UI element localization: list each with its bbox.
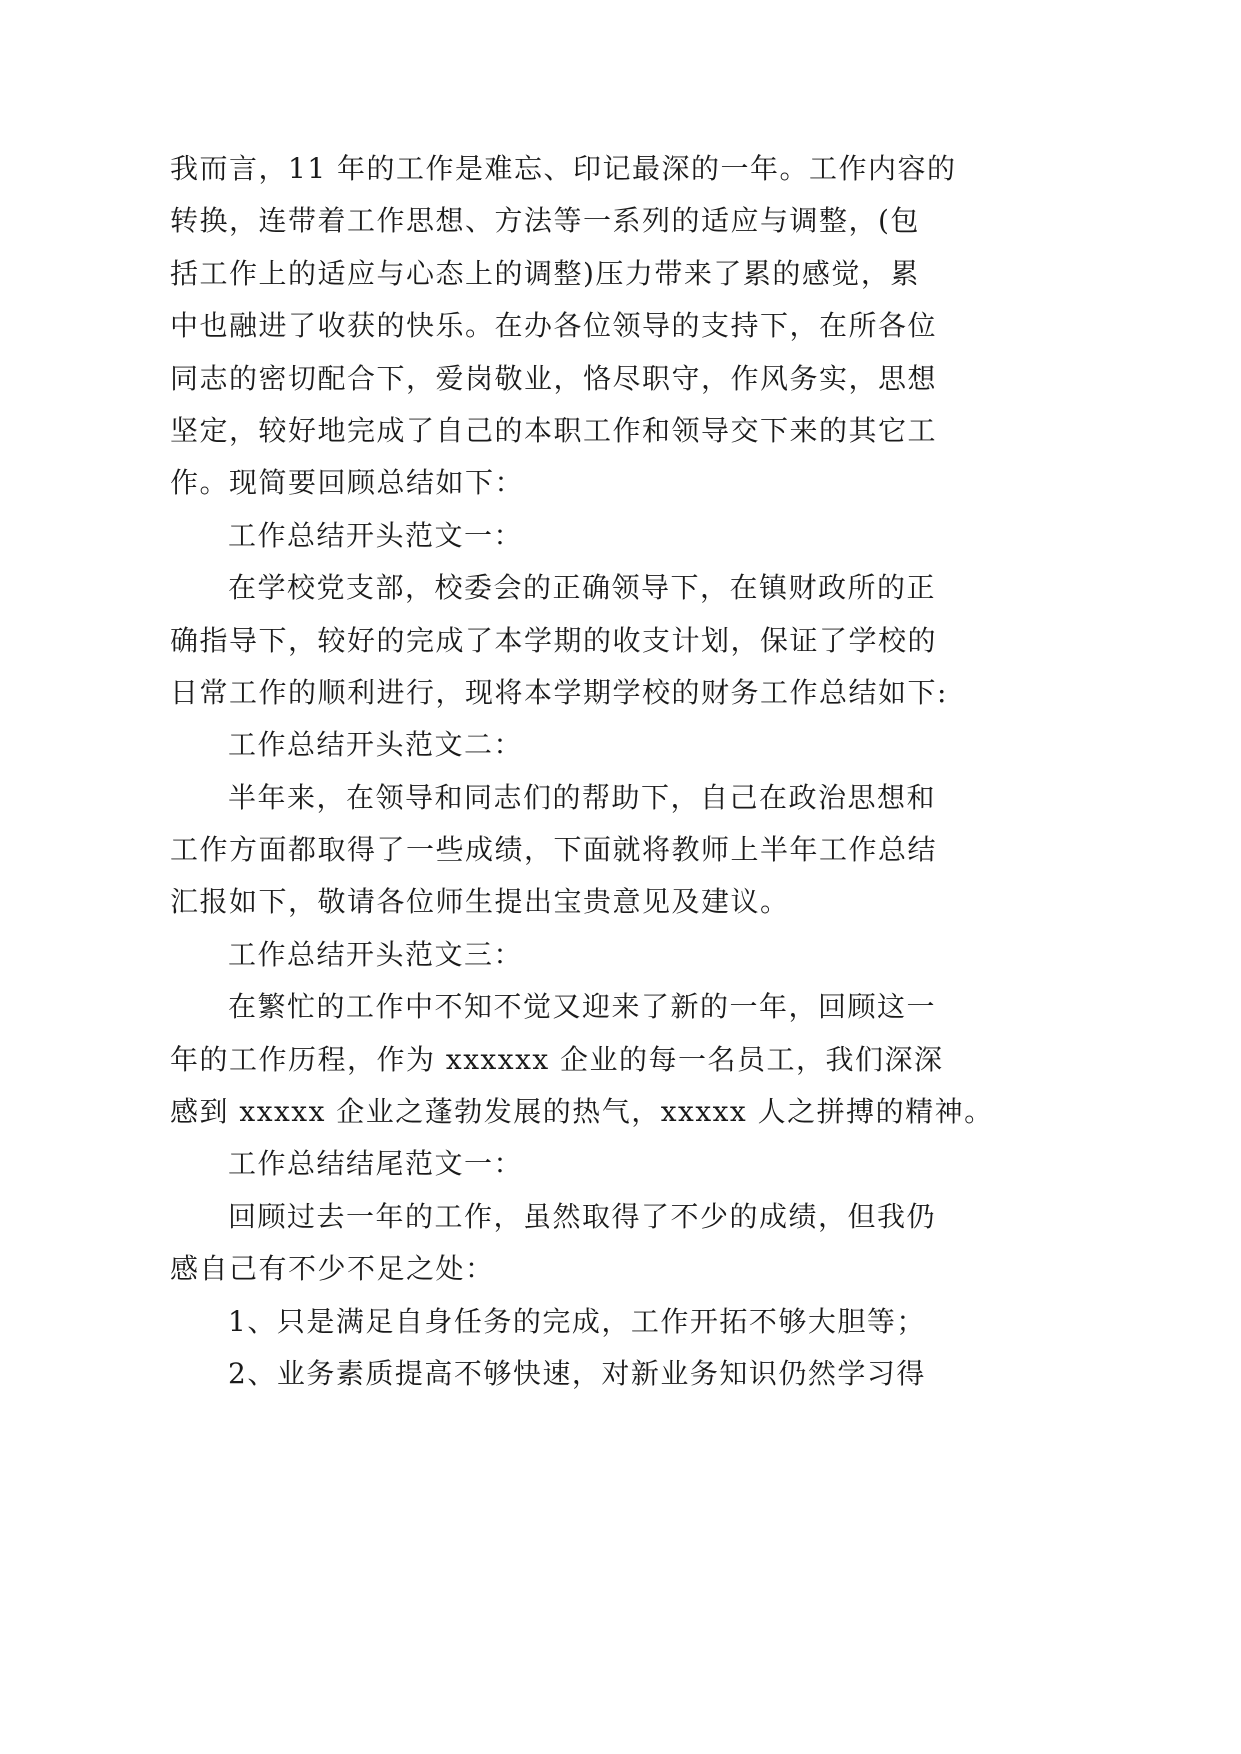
body-line: 年的工作历程，作为 xxxxxx 企业的每一名员工，我们深深	[170, 1042, 944, 1076]
body-line: 转换，连带着工作思想、方法等一系列的适应与调整，(包	[170, 204, 920, 238]
section-heading: 工作总结开头范文三：	[228, 937, 524, 971]
section-heading: 工作总结结尾范文一：	[228, 1147, 524, 1181]
paragraph-first-line: 在学校党支部，校委会的正确领导下，在镇财政所的正	[228, 571, 937, 605]
body-line: 括工作上的适应与心态上的调整)压力带来了累的感觉，累	[170, 256, 920, 290]
paragraph-first-line: 回顾过去一年的工作，虽然取得了不少的成绩，但我仍	[228, 1199, 937, 1233]
body-line: 汇报如下，敬请各位师生提出宝贵意见及建议。	[170, 885, 790, 919]
paragraph-first-line: 在繁忙的工作中不知不觉又迎来了新的一年，回顾这一	[228, 990, 937, 1024]
body-line: 我而言，11 年的工作是难忘、印记最深的一年。工作内容的	[170, 152, 957, 185]
section-heading: 工作总结开头范文二：	[228, 728, 524, 762]
body-line: 工作方面都取得了一些成绩，下面就将教师上半年工作总结	[170, 833, 938, 867]
body-line: 确指导下，较好的完成了本学期的收支计划，保证了学校的	[170, 623, 938, 657]
body-line: 同志的密切配合下，爱岗敬业，恪尽职守，作风务实，思想	[170, 361, 938, 395]
section-heading: 工作总结开头范文一：	[228, 518, 524, 552]
body-line: 日常工作的顺利进行，现将本学期学校的财务工作总结如下:	[170, 675, 948, 709]
list-item: 2、业务素质提高不够快速，对新业务知识仍然学习得	[228, 1356, 926, 1390]
body-line: 感到 xxxxx 企业之蓬勃发展的热气，xxxxx 人之拼搏的精神。	[170, 1095, 994, 1129]
list-item: 1、只是满足自身任务的完成，工作开拓不够大胆等；	[228, 1304, 926, 1338]
document-body	[170, 143, 994, 1400]
body-line: 坚定，较好地完成了自己的本职工作和领导交下来的其它工	[170, 413, 938, 447]
body-line: 中也融进了收获的快乐。在办各位领导的支持下，在所各位	[170, 309, 938, 343]
body-line: 作。现简要回顾总结如下：	[170, 466, 525, 500]
paragraph-first-line: 半年来，在领导和同志们的帮助下，自己在政治思想和	[228, 780, 937, 814]
body-line: 感自己有不少不足之处：	[170, 1252, 495, 1286]
